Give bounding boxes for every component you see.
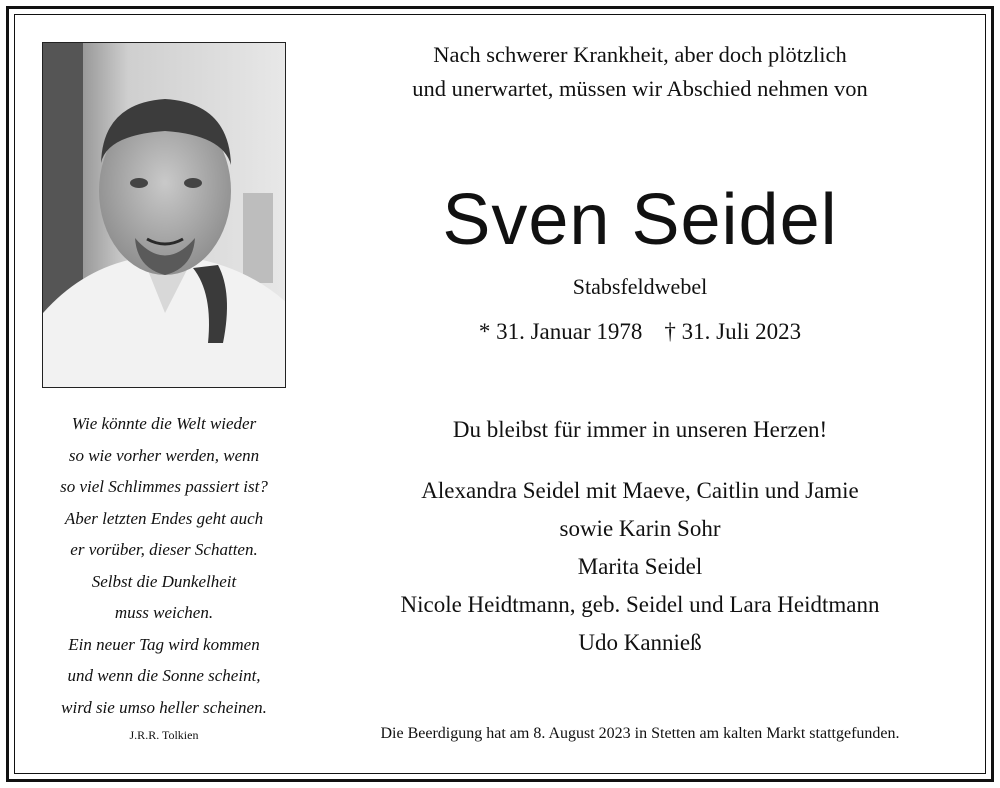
motto: Du bleibst für immer in unseren Herzen! bbox=[452, 417, 828, 442]
deceased-name: Sven Seidel bbox=[442, 180, 838, 260]
deceased-rank: Stabsfeldwebel bbox=[572, 274, 708, 299]
poem-line: wird sie umso heller scheinen. bbox=[61, 697, 267, 717]
intro-text bbox=[320, 38, 960, 106]
life-dates bbox=[320, 316, 960, 348]
poem-line: so wie vorher werden, wenn bbox=[68, 445, 260, 465]
intro-line: und unerwartet, müssen wir Abschied nehmen von bbox=[412, 76, 868, 101]
poem-line: Wie könnte die Welt wieder bbox=[71, 414, 257, 433]
portrait-photo bbox=[42, 42, 286, 388]
birth-date: * 31. Januar 1978 bbox=[478, 319, 643, 344]
mourner-line: Nicole Heidtmann, geb. Seidel und Lara Heidtmann bbox=[400, 592, 880, 617]
poem bbox=[34, 408, 294, 723]
funeral-note: Die Beerdigung hat am 8. August 2023 in Stetten am kalten Markt stattgefunden. bbox=[380, 725, 900, 742]
poem-author: J.R.R. Tolkien bbox=[129, 728, 199, 742]
mourner-line: Alexandra Seidel mit Maeve, Caitlin und Jamie bbox=[421, 478, 859, 503]
mourner-line: sowie Karin Sohr bbox=[559, 516, 721, 541]
mourners-list bbox=[320, 472, 960, 662]
intro-line: Nach schwerer Krankheit, aber doch plötzlich bbox=[433, 42, 847, 67]
poem-line: so viel Schlimmes passiert ist? bbox=[60, 477, 268, 496]
poem-line: Aber letzten Endes geht auch bbox=[64, 508, 264, 528]
poem-line: und wenn die Sonne scheint, bbox=[67, 666, 261, 685]
poem-line: Ein neuer Tag wird kommen bbox=[68, 634, 260, 654]
poem-line: muss weichen. bbox=[114, 603, 214, 622]
poem-line: Selbst die Dunkelheit bbox=[91, 571, 237, 591]
poem-line: er vorüber, dieser Schatten. bbox=[70, 540, 258, 559]
mourner-line: Udo Kannieß bbox=[578, 630, 702, 655]
mourner-line: Marita Seidel bbox=[577, 554, 703, 579]
death-date: † 31. Juli 2023 bbox=[664, 319, 802, 344]
